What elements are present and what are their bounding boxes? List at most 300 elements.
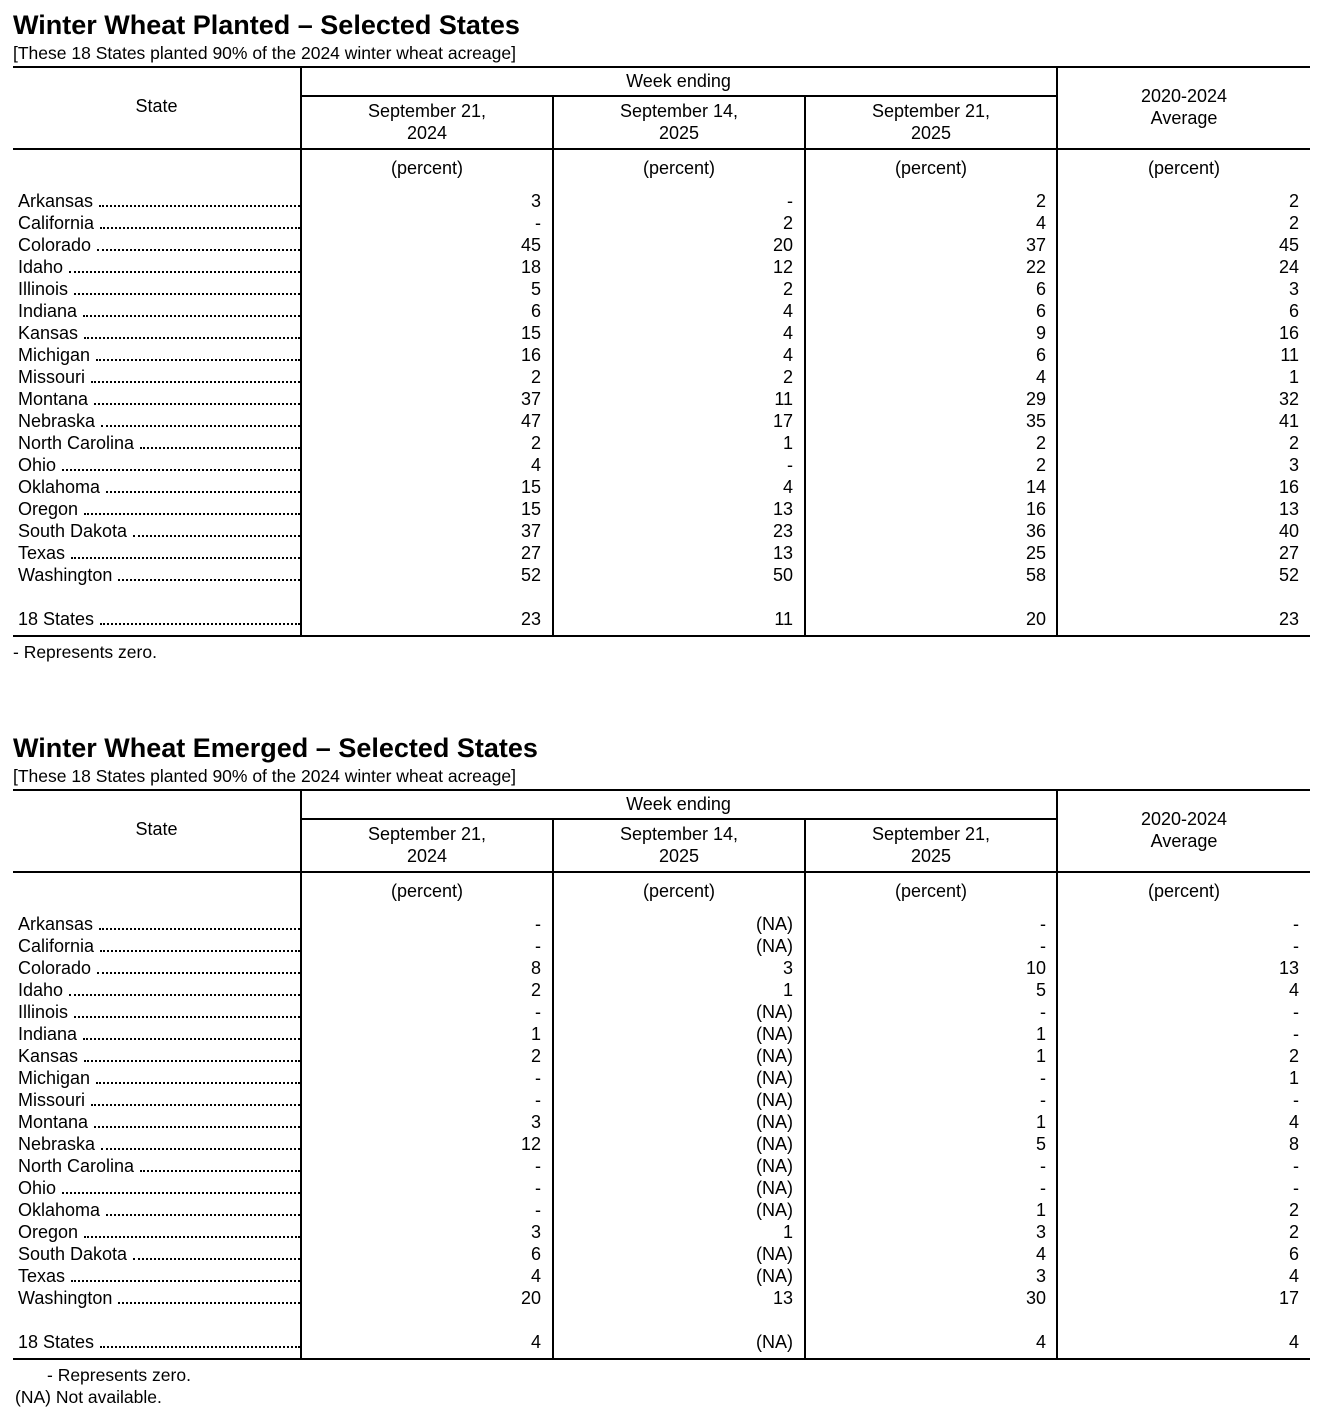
value-cell: 45 xyxy=(520,235,541,255)
col-header-line: September 14, xyxy=(619,824,739,844)
state-name: Ohio xyxy=(18,1178,57,1198)
value-cell: (NA) xyxy=(756,1112,793,1132)
leader-dots xyxy=(100,622,300,625)
value-cell: - xyxy=(787,455,793,475)
value-cell: 37 xyxy=(520,521,541,541)
value-cell: (NA) xyxy=(756,1178,793,1198)
value-cell: 1 xyxy=(530,1024,541,1044)
col-header-line: September 21, xyxy=(871,101,991,121)
value-cell: 16 xyxy=(1025,499,1046,519)
value-cell: 4 xyxy=(1035,1332,1046,1352)
state-name: Washington xyxy=(18,1288,113,1308)
value-cell: 14 xyxy=(1025,477,1046,497)
value-cell: 13 xyxy=(772,543,793,563)
unit-label: (percent) xyxy=(642,158,716,178)
value-cell: 3 xyxy=(1035,1222,1046,1242)
leader-dots xyxy=(133,534,300,537)
state-name: Arkansas xyxy=(18,191,94,211)
value-cell: - xyxy=(1293,936,1299,956)
value-cell: 6 xyxy=(530,1244,541,1264)
state-name: Colorado xyxy=(18,235,92,255)
value-cell: - xyxy=(1293,914,1299,934)
value-cell: 3 xyxy=(1035,1266,1046,1286)
value-cell: 15 xyxy=(520,477,541,497)
value-cell: (NA) xyxy=(756,1002,793,1022)
value-cell: - xyxy=(1040,1068,1046,1088)
leader-dots xyxy=(91,1103,300,1106)
leader-dots xyxy=(84,1059,300,1062)
planted-table xyxy=(13,66,1310,637)
value-cell: 1 xyxy=(782,433,793,453)
state-cell xyxy=(18,520,300,542)
total-row xyxy=(13,1331,1310,1353)
state-name: Texas xyxy=(18,543,66,563)
state-name: Nebraska xyxy=(18,411,96,431)
state-name: Michigan xyxy=(18,1068,91,1088)
footnote: - Represents zero. xyxy=(13,642,157,662)
state-name: Ohio xyxy=(18,455,57,475)
value-cell: 25 xyxy=(1025,543,1046,563)
value-cell: 45 xyxy=(1278,235,1299,255)
leader-dots xyxy=(71,556,300,559)
table-row xyxy=(13,1023,1310,1045)
leader-dots xyxy=(74,1015,300,1018)
value-cell: 3 xyxy=(530,191,541,211)
state-cell xyxy=(18,1133,300,1155)
value-cell: 1 xyxy=(1035,1112,1046,1132)
state-name: Indiana xyxy=(18,301,78,321)
value-cell: 17 xyxy=(1278,1288,1299,1308)
leader-dots xyxy=(100,949,300,952)
value-cell: - xyxy=(1293,1002,1299,1022)
value-cell: 1 xyxy=(1288,367,1299,387)
leader-dots xyxy=(94,402,300,405)
value-cell: 52 xyxy=(1278,565,1299,585)
value-cell: 29 xyxy=(1025,389,1046,409)
col-header-sep21-2025 xyxy=(806,100,1056,144)
state-cell xyxy=(18,1111,300,1133)
state-cell xyxy=(18,234,300,256)
value-cell: - xyxy=(535,1178,541,1198)
table-row xyxy=(13,564,1310,586)
leader-dots xyxy=(97,971,300,974)
leader-dots xyxy=(118,1301,300,1304)
unit-label: (percent) xyxy=(390,158,464,178)
value-cell: 2 xyxy=(1035,455,1046,475)
value-cell: (NA) xyxy=(756,914,793,934)
value-cell: 6 xyxy=(1288,301,1299,321)
value-cell: 47 xyxy=(520,411,541,431)
col-header-average xyxy=(1058,85,1310,129)
value-cell: 1 xyxy=(782,1222,793,1242)
state-cell xyxy=(18,190,300,212)
state-cell xyxy=(18,344,300,366)
value-cell: - xyxy=(1293,1178,1299,1198)
value-cell: 6 xyxy=(1035,345,1046,365)
table-row xyxy=(13,1243,1310,1265)
value-cell: 24 xyxy=(1278,257,1299,277)
value-cell: (NA) xyxy=(756,1046,793,1066)
value-cell: 4 xyxy=(530,1266,541,1286)
state-cell xyxy=(18,1331,300,1353)
value-cell: 6 xyxy=(1035,301,1046,321)
value-cell: 12 xyxy=(772,257,793,277)
leader-dots xyxy=(84,512,300,515)
state-cell xyxy=(18,278,300,300)
value-cell: - xyxy=(1293,1090,1299,1110)
week-ending-rule xyxy=(300,818,1057,820)
col-header-line: 2025 xyxy=(658,123,700,143)
state-name: 18 States xyxy=(18,1332,95,1352)
col-header-average xyxy=(1058,808,1310,852)
state-cell xyxy=(18,1045,300,1067)
leader-dots xyxy=(133,1257,300,1260)
col-header-line: 2024 xyxy=(406,846,448,866)
col-header-line: 2025 xyxy=(910,846,952,866)
table-row xyxy=(13,234,1310,256)
planted-section xyxy=(13,8,1310,663)
value-cell: 4 xyxy=(530,1332,541,1352)
emerged-section xyxy=(13,731,1310,1408)
value-cell: 2 xyxy=(782,279,793,299)
col-header-line: 2020-2024 xyxy=(1140,86,1228,106)
col-header-line: 2020-2024 xyxy=(1140,809,1228,829)
value-cell: (NA) xyxy=(756,1244,793,1264)
state-name: Montana xyxy=(18,389,89,409)
value-cell: 2 xyxy=(530,1046,541,1066)
table-row xyxy=(13,190,1310,212)
leader-dots xyxy=(99,927,300,930)
data-rows xyxy=(13,190,1310,630)
week-ending-header: Week ending xyxy=(626,71,731,91)
leader-dots xyxy=(118,578,300,581)
value-cell: (NA) xyxy=(756,1266,793,1286)
table-row xyxy=(13,1001,1310,1023)
col-header-line: 2025 xyxy=(658,846,700,866)
col-header-sep21-2025 xyxy=(806,823,1056,867)
value-cell: 8 xyxy=(530,958,541,978)
state-name: Nebraska xyxy=(18,1134,96,1154)
value-cell: 4 xyxy=(1288,1112,1299,1132)
leader-dots xyxy=(84,1235,300,1238)
col-header-line: 2025 xyxy=(910,123,952,143)
state-name: Oklahoma xyxy=(18,477,101,497)
table-row xyxy=(13,476,1310,498)
table-top-rule xyxy=(13,789,1310,791)
leader-dots xyxy=(99,204,300,207)
table-row xyxy=(13,1089,1310,1111)
value-cell: 37 xyxy=(520,389,541,409)
value-cell: 4 xyxy=(782,477,793,497)
state-header: State xyxy=(135,819,178,839)
table-row xyxy=(13,212,1310,234)
col-header-line: September 14, xyxy=(619,101,739,121)
value-cell: - xyxy=(787,191,793,211)
table-row xyxy=(13,1067,1310,1089)
leader-dots xyxy=(62,1191,300,1194)
value-cell: 4 xyxy=(782,345,793,365)
col-header-line: September 21, xyxy=(367,101,487,121)
leader-dots xyxy=(91,380,300,383)
value-cell: 6 xyxy=(530,301,541,321)
state-cell xyxy=(18,1243,300,1265)
col-header-sep14-2025 xyxy=(554,823,804,867)
table-row xyxy=(13,1199,1310,1221)
value-cell: 1 xyxy=(1288,1068,1299,1088)
leader-dots xyxy=(140,1169,300,1172)
value-cell: 9 xyxy=(1035,323,1046,343)
col-header-line: Average xyxy=(1150,831,1218,851)
value-cell: - xyxy=(1040,936,1046,956)
value-cell: 17 xyxy=(772,411,793,431)
state-cell xyxy=(18,1199,300,1221)
leader-dots xyxy=(83,314,300,317)
unit-label: (percent) xyxy=(1147,158,1221,178)
value-cell: 11 xyxy=(774,389,793,409)
value-cell: (NA) xyxy=(756,1156,793,1176)
state-cell xyxy=(18,608,300,630)
emerged-table xyxy=(13,789,1310,1360)
state-cell xyxy=(18,454,300,476)
state-cell xyxy=(18,935,300,957)
footnote: (NA) Not available. xyxy=(15,1387,162,1407)
state-cell xyxy=(18,564,300,586)
table-row xyxy=(13,278,1310,300)
value-cell: - xyxy=(535,914,541,934)
state-cell xyxy=(18,1155,300,1177)
value-cell: 32 xyxy=(1278,389,1299,409)
value-cell: 3 xyxy=(530,1222,541,1242)
table-bottom-rule xyxy=(13,1358,1310,1360)
col-header-sep21-2024 xyxy=(302,100,552,144)
table-top-rule xyxy=(13,66,1310,68)
table-row xyxy=(13,542,1310,564)
leader-dots xyxy=(106,1213,300,1216)
state-cell xyxy=(18,542,300,564)
leader-dots xyxy=(62,468,300,471)
state-name: 18 States xyxy=(18,609,95,629)
state-cell xyxy=(18,1221,300,1243)
value-cell: 23 xyxy=(1278,609,1299,629)
value-cell: 36 xyxy=(1025,521,1046,541)
state-name: Washington xyxy=(18,565,113,585)
value-cell: 6 xyxy=(1035,279,1046,299)
state-name: Idaho xyxy=(18,257,64,277)
value-cell: 2 xyxy=(530,433,541,453)
table-row xyxy=(13,1177,1310,1199)
value-cell: 2 xyxy=(1035,433,1046,453)
total-row xyxy=(13,608,1310,630)
state-name: North Carolina xyxy=(18,1156,135,1176)
table-row xyxy=(13,498,1310,520)
value-cell: 16 xyxy=(1278,323,1299,343)
table-row xyxy=(13,1221,1310,1243)
value-cell: 3 xyxy=(782,958,793,978)
value-cell: 1 xyxy=(1035,1024,1046,1044)
col-header-line: Average xyxy=(1150,108,1218,128)
footnote: - Represents zero. xyxy=(47,1365,191,1385)
value-cell: 13 xyxy=(772,499,793,519)
state-name: South Dakota xyxy=(18,1244,128,1264)
leader-dots xyxy=(140,446,300,449)
value-cell: 20 xyxy=(1025,609,1046,629)
value-cell: 4 xyxy=(1035,367,1046,387)
value-cell: 13 xyxy=(1278,958,1299,978)
state-cell xyxy=(18,476,300,498)
table-row xyxy=(13,432,1310,454)
state-cell xyxy=(18,1023,300,1045)
value-cell: - xyxy=(1040,1090,1046,1110)
table-row xyxy=(13,520,1310,542)
value-cell: (NA) xyxy=(756,1090,793,1110)
week-ending-header: Week ending xyxy=(626,794,731,814)
value-cell: 16 xyxy=(1278,477,1299,497)
value-cell: 35 xyxy=(1025,411,1046,431)
value-cell: 4 xyxy=(782,301,793,321)
value-cell: - xyxy=(535,1090,541,1110)
table-row xyxy=(13,366,1310,388)
value-cell: 11 xyxy=(1280,345,1299,365)
value-cell: 4 xyxy=(1288,1332,1299,1352)
state-name: North Carolina xyxy=(18,433,135,453)
value-cell: 30 xyxy=(1025,1288,1046,1308)
value-cell: 27 xyxy=(520,543,541,563)
state-cell xyxy=(18,322,300,344)
table-row xyxy=(13,388,1310,410)
state-name: Texas xyxy=(18,1266,66,1286)
table-row xyxy=(13,454,1310,476)
col-header-line: September 21, xyxy=(367,824,487,844)
leader-dots xyxy=(74,292,300,295)
state-name: Colorado xyxy=(18,958,92,978)
value-cell: - xyxy=(535,1002,541,1022)
value-cell: 2 xyxy=(1288,433,1299,453)
state-cell xyxy=(18,1287,300,1309)
leader-dots xyxy=(84,336,300,339)
table-subtitle: [These 18 States planted 90% of the 2024 winter wheat acreage] xyxy=(13,766,516,786)
value-cell: 23 xyxy=(772,521,793,541)
state-cell xyxy=(18,979,300,1001)
state-cell xyxy=(18,498,300,520)
value-cell: - xyxy=(1040,914,1046,934)
col-header-sep21-2024 xyxy=(302,823,552,867)
value-cell: 5 xyxy=(1035,980,1046,1000)
value-cell: 4 xyxy=(1288,1266,1299,1286)
state-cell xyxy=(18,366,300,388)
state-cell xyxy=(18,410,300,432)
table-row xyxy=(13,410,1310,432)
state-cell xyxy=(18,300,300,322)
state-cell xyxy=(18,256,300,278)
state-cell xyxy=(18,432,300,454)
value-cell: 37 xyxy=(1025,235,1046,255)
unit-label: (percent) xyxy=(894,881,968,901)
value-cell: 5 xyxy=(530,279,541,299)
table-row xyxy=(13,935,1310,957)
value-cell: 16 xyxy=(520,345,541,365)
value-cell: 6 xyxy=(1288,1244,1299,1264)
value-cell: 4 xyxy=(530,455,541,475)
value-cell: 15 xyxy=(520,323,541,343)
leader-dots xyxy=(96,1081,300,1084)
value-cell: 4 xyxy=(1035,1244,1046,1264)
value-cell: 2 xyxy=(1288,213,1299,233)
state-cell xyxy=(18,1265,300,1287)
value-cell: 20 xyxy=(520,1288,541,1308)
value-cell: 13 xyxy=(772,1288,793,1308)
table-bottom-rule xyxy=(13,635,1310,637)
state-name: Oklahoma xyxy=(18,1200,101,1220)
table-row xyxy=(13,1045,1310,1067)
data-rows xyxy=(13,913,1310,1353)
value-cell: 40 xyxy=(1278,521,1299,541)
table-row xyxy=(13,344,1310,366)
table-row xyxy=(13,1287,1310,1309)
col-header-sep14-2025 xyxy=(554,100,804,144)
value-cell: - xyxy=(535,936,541,956)
table-row xyxy=(13,256,1310,278)
value-cell: 3 xyxy=(530,1112,541,1132)
table-row xyxy=(13,1111,1310,1133)
state-name: Montana xyxy=(18,1112,89,1132)
value-cell: 50 xyxy=(772,565,793,585)
table-row xyxy=(13,1265,1310,1287)
table-title: Winter Wheat Planted – Selected States xyxy=(13,10,520,40)
unit-label: (percent) xyxy=(642,881,716,901)
value-cell: - xyxy=(1040,1178,1046,1198)
value-cell: - xyxy=(535,1068,541,1088)
table-subtitle: [These 18 States planted 90% of the 2024 winter wheat acreage] xyxy=(13,43,516,63)
state-name: Illinois xyxy=(18,279,69,299)
value-cell: 41 xyxy=(1278,411,1299,431)
leader-dots xyxy=(101,1147,300,1150)
unit-label: (percent) xyxy=(390,881,464,901)
value-cell: 10 xyxy=(1025,958,1046,978)
state-cell xyxy=(18,957,300,979)
state-name: California xyxy=(18,936,95,956)
value-cell: 22 xyxy=(1025,257,1046,277)
state-name: Idaho xyxy=(18,980,64,1000)
value-cell: (NA) xyxy=(756,936,793,956)
value-cell: (NA) xyxy=(756,1332,793,1352)
value-cell: 2 xyxy=(530,980,541,1000)
value-cell: - xyxy=(535,1156,541,1176)
state-name: Kansas xyxy=(18,323,79,343)
value-cell: - xyxy=(1040,1156,1046,1176)
value-cell: 23 xyxy=(520,609,541,629)
value-cell: 18 xyxy=(520,257,541,277)
leader-dots xyxy=(94,1125,300,1128)
leader-dots xyxy=(97,248,300,251)
value-cell: 3 xyxy=(1288,279,1299,299)
col-header-line: September 21, xyxy=(871,824,991,844)
value-cell: 2 xyxy=(1288,1222,1299,1242)
state-name: South Dakota xyxy=(18,521,128,541)
value-cell: 1 xyxy=(782,980,793,1000)
leader-dots xyxy=(69,993,300,996)
value-cell: 2 xyxy=(1288,191,1299,211)
value-cell: (NA) xyxy=(756,1024,793,1044)
state-name: Michigan xyxy=(18,345,91,365)
state-cell xyxy=(18,913,300,935)
state-cell xyxy=(18,388,300,410)
value-cell: 2 xyxy=(782,367,793,387)
value-cell: 20 xyxy=(772,235,793,255)
value-cell: 58 xyxy=(1025,565,1046,585)
value-cell: 2 xyxy=(782,213,793,233)
table-row xyxy=(13,1155,1310,1177)
value-cell: 52 xyxy=(520,565,541,585)
